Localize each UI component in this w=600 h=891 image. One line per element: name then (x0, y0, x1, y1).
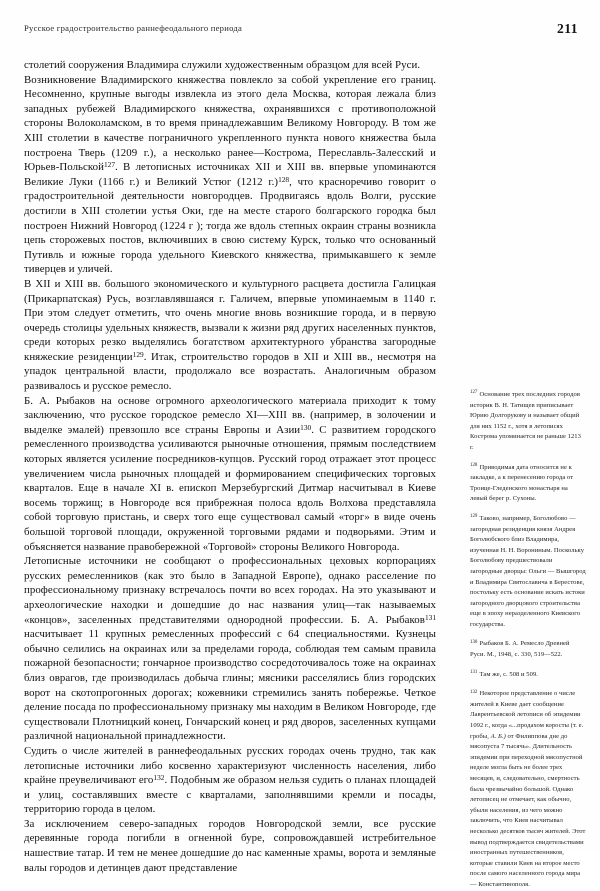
footnote-text: Там же, с. 508 и 509. (479, 670, 538, 678)
footnote (470, 390, 586, 454)
footnote-marker: 128 (470, 462, 478, 468)
footnote-marker: 130 (470, 639, 478, 645)
footnote-marker: 129 (470, 514, 478, 520)
footnote-text: Таково, например, Боголюбово — загородная резиденция князя Андрея Боголюбского близ Владимира, изученная Н. Н. Ворониным. Поскольку Боголюбову предшествовали загородные дворцы: Ольги — Вышгород и Владимира Святославича в Берестове, постольку есть основание искать истоки загородного дворцового строительства еще в эпоху неразделенного Киевского государства. (470, 514, 586, 628)
page-number: 211 (556, 21, 578, 36)
footnote-text-tail: от Филиппова дне до мясопуста 7 тысячь». Длительность эпидемии при переходной мясопустной неделе могла быть не более трех месяцев, и, следовательно, смертность была чрезвычайно большой. Однако летописец не отмечает, как обычно, убыли населения, из чего можно заключить, что Киев насчитывал несколько десятков тысяч жителей. Этот вывод подтверждается свидетельствами иностранных путешественников, которые ставили Киев на второе место после самого населенного города мира — Константинополя. (470, 732, 586, 888)
footnote-marker: 131 (470, 669, 478, 675)
footnote-marker: 127 (470, 390, 478, 396)
body-paragraph: Б. А. Рыбаков на основе огромного археологического материала приходит к тому заключению, что русское городское ремесло XI—XIII вв. (например, в золочении и выделке эмалей) превзошло все страны Европы и Азии$^{130}$. С развитием городского ремесленного производства усиливаются рыночные отношения, прямым последствием которых является усиление посредников-купцов. Русский город отражает этот процесс увеличением числа рыночных площадей и формированием специфических торговых кварталов. Еще в начале XI в. епископ Мерзебургский Дитмар насчитывал в Киеве восемь торжищ; в Новгороде вся прибрежная полоса вдоль Волхова представляла собой торговую пристань, и сверх того еще существовал самый «торг» в виде очень большой торговой площади, окруженной торговыми рядами и подворьями. Этим и объясняется название правобережной «Торговой» стороны Великого Новгорода. (24, 394, 436, 553)
footnote-text-lead: Некоторое представление о числе жителей в Киеве дает сообщение Лаврентьевской летописи об эпидемии 1092 г., когда «...продахом коросты (т. е. гробы, (470, 690, 584, 740)
body-paragraph: столетий сооружения Владимира служили художественным образцом для всей Руси. (24, 59, 421, 71)
footnote-ref[interactable]: 132 (153, 773, 165, 782)
footnote (470, 689, 586, 890)
body-paragraph: Судить о числе жителей в раннефеодальных русских городах очень трудно, так как летописные источники либо косвенно характеризуют численность населения, либо крайне преувеличивают его$^{132}$. Подобным же образом нельзя судить о планах площадей и улиц, составлявших вместе с кварталами, заполнявшими кремли и посады, территорию города в целом. (24, 744, 436, 816)
body-paragraph: За исключением северо-западных городов Новгородской земли, все русские деревянные города погибли в огненной буре, сопровождавшей истребительное нашествие татар. И тем не менее дошедшие до нас каменные храмы, ворота и земляные валы городов и детинцев дают представление (24, 817, 436, 874)
footnote (470, 670, 586, 681)
footnote-ref[interactable]: 128 (278, 174, 290, 184)
footnote-ref[interactable]: 130 (300, 422, 312, 432)
footnote (470, 463, 586, 505)
footnote (470, 639, 586, 660)
running-head: Русское градостроительство раннефеодального периода (24, 23, 243, 33)
footnote-text: Основание трех последних городов историк В. Н. Татищев приписывает Юрию Долгорукову и называет общий для них 1152 г., хотя в летописях Кострома упоминается не раньше 1213 г. (470, 391, 581, 451)
footnote-text: Рыбаков Б. А. Ремесло Древней Руси. М., 1948, с. 330, 519—522. (470, 640, 570, 659)
footnote-ref[interactable]: 127 (103, 160, 116, 170)
footnote (470, 514, 586, 631)
body-paragraph: Летописные источники не сообщают о профессиональных цеховых корпорациях русских ремесленников (как это было в Западной Европе), однако расселение по профессиональному признаку встречалось почти во всех городах. На это указывают и археологические находки и дошедшие до нас названия улиц—так называемых «концов», заселенных представителями однородной профессии. Б. А. Рыбаков$^{131}$ насчитывает 11 крупных ремесленных профессий с 64 специальностями. Кузнецы обычно селились на окраинах или за пределами города, соблюдая тем самым правила пожарной безопасности; гончарное производство сосредоточивалось тоже на окраинах близ оврагов, где производилась добыча глины; мясники расселялись близ городских ворот на скотопрогонных дорогах; кожевники стремились занять побережье. Четкое деление посада по профессиональному признаку мы находим в Великом Новгороде, где существовали Плотницкий конец, Гончарский конец и ряд дворов, заселенных купцами различной национальной принадлежности. (24, 555, 436, 743)
main-text-column (24, 58, 436, 875)
body-paragraph: Возникновение Владимирского княжества повлекло за собой укрепление его границ. Несомненно, крупные выгоды извлекла из этого дела Москва, которая лежала близ западных рубежей Владимирского княжества, охранявшихся с противоположной стороны Волоколамском, в то время принадлежавшим Великому Новгороду. В том же XIII столетии в качестве пограничного укрепленного пункта нового княжества была построена Тверь (1209 г.), а несколько ранее—Кострома, Переславль-Залесский и Юрьев-Польской$^{127}$. В летописных источниках XII и XIII вв. впервые упоминаются Великие Луки (1166 г.) и Великий Устюг (1212 г.)$^{128}$, что красноречиво говорит о градостроительной деятельности новгородцев. Продвигаясь вдоль Волги, русские достигли в XIII столетии устья Оки, где на месте старого болгарского городка был построен Нижний Новгород (1224 г ); тогда же вдоль степных окраин страны возникла цепь сторожевых постов, включивших в свою систему Курск, только что основанный Путивль и южные города удельного Киевского княжества, примыкавшего к земле тиверцев и уличей. (24, 73, 436, 276)
footnote-attribution: А. Б.) (490, 732, 506, 740)
footnote-column (470, 390, 586, 891)
footnote-text: Приводимая дата относится не к закладке, а к перенесению города от Троице-Гледенского монастыря на левый берег р. Сухоны. (470, 463, 574, 503)
body-paragraph: В XII и XIII вв. большого экономического и культурного расцвета достигла Галицкая (Прикарпатская) Русь, возглавлявшаяся г. Галичем, впервые упоминаемым в 1140 г. При этом следует отметить, что очень многие вновь возникшие города, и в первую очередь столицы удельных княжеств, вызвали к жизни ряд других населенных пунктов, среди которых резко выделялись богатством архитектурного убранства загородные княжеские резиденции$^{129}$. Итак, строительство городов в XII и XIII вв., несмотря на упадок центральной власти, продолжало все возрастать. Аналогичным образом развивалось и русское ремесло. (24, 277, 436, 393)
footnote-ref[interactable]: 131 (424, 612, 436, 622)
footnote-marker: 132 (470, 689, 478, 695)
footnote-ref[interactable]: 129 (132, 349, 144, 359)
